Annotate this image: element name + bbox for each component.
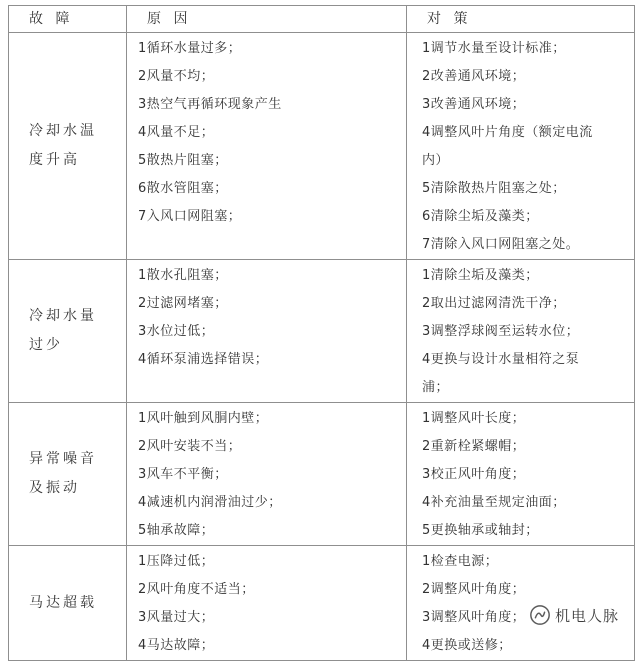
fault-cell bbox=[9, 33, 127, 260]
wechat-channel-icon bbox=[529, 604, 551, 626]
measure-item: 4更换与设计水量相符之泵 bbox=[422, 352, 580, 367]
cause-item: 6散水管阻塞； bbox=[138, 181, 228, 196]
cause-item: 1压降过低； bbox=[138, 554, 215, 569]
cause-item: 3热空气再循环现象产生 bbox=[138, 97, 282, 112]
cause-item: 3水位过低； bbox=[138, 324, 215, 339]
fault-label: 冷却水温度升高 bbox=[29, 123, 97, 168]
cause-item: 4风量不足； bbox=[138, 125, 215, 140]
measure-item: 3调整风叶角度； bbox=[422, 610, 526, 625]
table-row bbox=[9, 403, 635, 546]
measure-item: 6清除尘垢及藻类； bbox=[422, 209, 539, 224]
table-row bbox=[9, 33, 635, 260]
cause-cell bbox=[127, 33, 407, 260]
measure-cell bbox=[407, 260, 635, 403]
measure-item: 1调整风叶长度； bbox=[422, 411, 526, 426]
cause-item: 3风车不平衡； bbox=[138, 467, 228, 482]
measure-item: 1检查电源； bbox=[422, 554, 499, 569]
header-measure: 对 策 bbox=[407, 6, 635, 33]
cause-item: 4循环泵浦选择错误； bbox=[138, 352, 269, 367]
header-fault: 故 障 bbox=[9, 6, 127, 33]
table-row bbox=[9, 260, 635, 403]
cause-item: 3风量过大； bbox=[138, 610, 215, 625]
watermark-text: 机电人脉 bbox=[555, 606, 620, 625]
measure-item: 2重新栓紧螺帽； bbox=[422, 439, 526, 454]
measure-item: 5更换轴承或轴封； bbox=[422, 523, 539, 538]
watermark bbox=[527, 603, 623, 627]
cause-cell bbox=[127, 260, 407, 403]
fault-label: 马达超载 bbox=[29, 594, 97, 611]
cause-item: 2过滤网堵塞； bbox=[138, 296, 228, 311]
cause-item: 5轴承故障； bbox=[138, 523, 215, 538]
measure-item: 4调整风叶片角度（额定电流 bbox=[422, 125, 593, 140]
cause-item: 7入风口网阻塞； bbox=[138, 209, 242, 224]
table-header-row bbox=[9, 6, 635, 33]
cause-item: 4马达故障； bbox=[138, 638, 215, 653]
cause-item: 2风叶安装不当； bbox=[138, 439, 242, 454]
measure-item: 4补充油量至规定油面； bbox=[422, 495, 566, 510]
cause-item: 4减速机内润滑油过少； bbox=[138, 495, 282, 510]
measure-item: 3校正风叶角度； bbox=[422, 467, 526, 482]
cause-cell bbox=[127, 403, 407, 546]
fault-label: 冷却水量过少 bbox=[29, 308, 97, 353]
cause-item: 1散水孔阻塞； bbox=[138, 268, 228, 283]
measure-item: 5清除散热片阻塞之处； bbox=[422, 181, 566, 196]
cause-item: 1风叶触到风胴内壁； bbox=[138, 411, 269, 426]
measure-item: 7清除入风口网阻塞之处。 bbox=[422, 237, 580, 252]
fault-label: 异常噪音及振动 bbox=[29, 451, 97, 496]
measure-item: 浦； bbox=[422, 380, 450, 395]
measure-item: 4更换或送修； bbox=[422, 638, 512, 653]
measure-item: 1清除尘垢及藻类； bbox=[422, 268, 539, 283]
measure-item: 2取出过滤网清洗干净； bbox=[422, 296, 566, 311]
cause-item: 5散热片阻塞； bbox=[138, 153, 228, 168]
measure-item: 2调整风叶角度； bbox=[422, 582, 526, 597]
measure-item: 2改善通风环境； bbox=[422, 69, 526, 84]
cause-item: 2风量不均； bbox=[138, 69, 215, 84]
fault-table bbox=[8, 5, 635, 661]
measure-item: 3调整浮球阀至运转水位； bbox=[422, 324, 580, 339]
measure-cell bbox=[407, 403, 635, 546]
measure-item: 1调节水量至设计标准； bbox=[422, 41, 566, 56]
measure-item: 3改善通风环境； bbox=[422, 97, 526, 112]
header-cause: 原 因 bbox=[127, 6, 407, 33]
cause-item: 1循环水量过多； bbox=[138, 41, 242, 56]
fault-cell bbox=[9, 403, 127, 546]
measure-item: 内） bbox=[422, 153, 450, 168]
cause-item: 2风叶角度不适当； bbox=[138, 582, 255, 597]
fault-cell bbox=[9, 260, 127, 403]
measure-cell bbox=[407, 33, 635, 260]
